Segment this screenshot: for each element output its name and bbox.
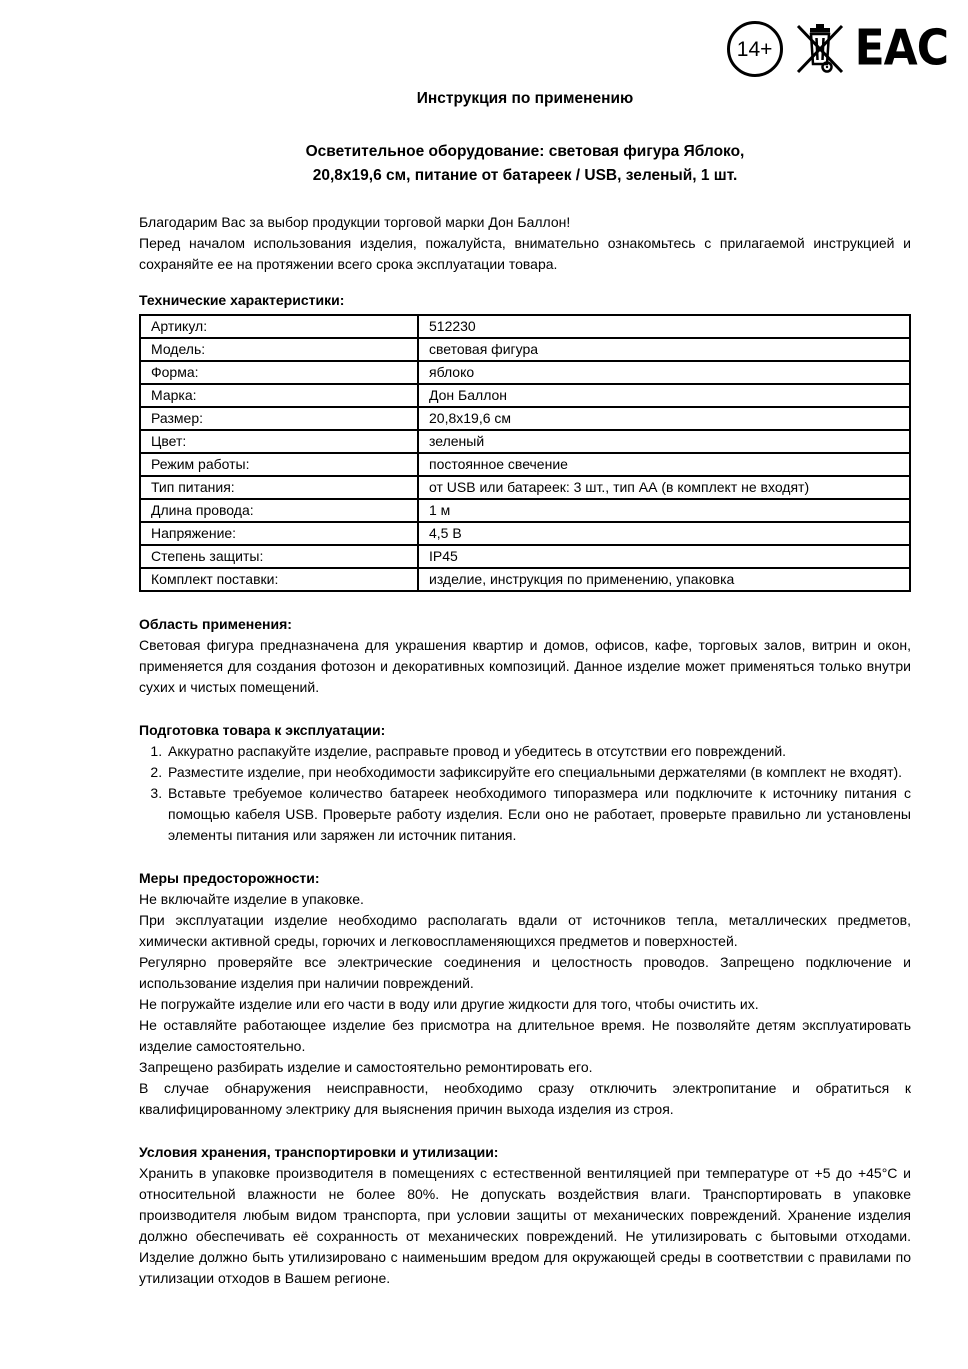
spec-value: яблоко: [418, 361, 910, 384]
precaution-paragraph: Регулярно проверяйте все электрические соединения и целостность проводов. Запрещено подключение и использование изделия при наличии повреждений.: [139, 954, 911, 991]
spec-label: Степень защиты:: [140, 545, 418, 568]
eac-conformity-mark: EAC: [854, 19, 948, 77]
age-restriction-label: 14+: [736, 37, 773, 61]
table-row: [140, 476, 910, 499]
application-heading: Область применения:: [139, 616, 292, 632]
spec-label: Форма:: [140, 361, 418, 384]
precaution-paragraph: Не включайте изделие в упаковке.: [139, 891, 364, 907]
spec-value: изделие, инструкция по применению, упаковка: [418, 568, 910, 591]
table-row: [140, 499, 910, 522]
storage-heading: Условия хранения, транспортировки и утилизации:: [139, 1144, 499, 1160]
table-row: [140, 522, 910, 545]
spec-label: Напряжение:: [140, 522, 418, 545]
table-row: [140, 407, 910, 430]
spec-label: Длина провода:: [140, 499, 418, 522]
spec-value: от USB или батареек: 3 шт., тип АА (в комплект не входят): [418, 476, 910, 499]
list-item: 3. Вставьте требуемое количество батареек необходимого типоразмера или подключите к источнику питания с помощью кабеля USB. Проверьте работу изделия. Если оно не работает, проверьте правильно ли установлены элементы питания или заряжен ли источник питания.: [166, 783, 911, 846]
spec-value: Дон Баллон: [418, 384, 910, 407]
spec-value: 4,5 В: [418, 522, 910, 545]
thanks-paragraph: Благодарим Вас за выбор продукции торговой марки Дон Баллон!: [139, 214, 571, 230]
spec-label: Режим работы:: [140, 453, 418, 476]
table-row: [140, 453, 910, 476]
spec-value: световая фигура: [418, 338, 910, 361]
product-title-line1: Осветительное оборудование: световая фигура Яблоко,: [305, 143, 745, 160]
table-row: [140, 430, 910, 453]
table-row: [140, 568, 910, 591]
precaution-paragraph: Не погружайте изделие или его части в воду или другие жидкости для того, чтобы очистить их.: [139, 996, 759, 1012]
spec-label: Артикул:: [140, 315, 418, 338]
spec-label: Цвет:: [140, 430, 418, 453]
precaution-paragraph: Запрещено разбирать изделие и самостоятельно ремонтировать его.: [139, 1059, 593, 1075]
table-row: [140, 338, 910, 361]
precautions-heading: Меры предосторожности:: [139, 870, 320, 886]
specs-table: [139, 314, 911, 592]
spec-label: Тип питания:: [140, 476, 418, 499]
spec-value: 512230: [418, 315, 910, 338]
list-item: 1. Аккуратно распакуйте изделие, расправьте провод и убедитесь в отсутствии его повреждений.: [166, 741, 911, 762]
page-title: Инструкция по применению: [416, 90, 634, 107]
product-title-line2: 20,8х19,6 см, питание от батареек / USB, зеленый, 1 шт.: [312, 167, 738, 184]
product-title: [139, 140, 911, 188]
spec-value: постоянное свечение: [418, 453, 910, 476]
spec-label: Комплект поставки:: [140, 568, 418, 591]
spec-value: 20,8х19,6 см: [418, 407, 910, 430]
spec-label: Марка:: [140, 384, 418, 407]
list-item: 2. Разместите изделие, при необходимости зафиксируйте его специальными держателями (в комплект не входят).: [166, 762, 911, 783]
preparation-list: [139, 741, 911, 846]
preparation-heading: Подготовка товара к эксплуатации:: [139, 722, 386, 738]
application-paragraph: Световая фигура предназначена для украшения квартир и домов, офисов, кафе, торговых залов, витрин и окон, применяется для создания фотозон и декоративных композиций. Данное изделие может применяться только внутри сухих и чистых помещений.: [139, 637, 911, 695]
table-row: [140, 545, 910, 568]
table-row: [140, 384, 910, 407]
storage-paragraph: Хранить в упаковке производителя в помещениях с естественной вентиляцией при температуре от +5 до +45°С и относительной влажности не более 80%. Не допускать воздействия влаги. Транспортировать в упаковке производителя любым видом транспорта, при условии защиты от механических повреждений. Хранение изделия должно обеспечивать её сохранность от механических повреждений. Не утилизировать с бытовыми отходами. Изделие должно быть утилизировано с наименьшим вредом для окружающей среды в соответствии с правилами по утилизации отходов в Вашем регионе.: [139, 1165, 911, 1286]
table-row: [140, 361, 910, 384]
usage-notice-paragraph: Перед началом использования изделия, пожалуйста, внимательно ознакомьтесь с прилагаемой инструкцией и сохраняйте ее на протяжении всего срока эксплуатации товара.: [139, 235, 911, 272]
precaution-paragraph: В случае обнаружения неисправности, необходимо сразу отключить электропитание и обратиться к квалифицированному электрику для выяснения причин выхода изделия из строя.: [139, 1080, 911, 1117]
spec-label: Размер:: [140, 407, 418, 430]
spec-value: IP45: [418, 545, 910, 568]
precaution-paragraph: При эксплуатации изделие необходимо располагать вдали от источников тепла, металлических предметов, химически активной среды, горючих и легковоспламеняющихся предметов и поверхностей.: [139, 912, 911, 949]
precaution-paragraph: Не оставляйте работающее изделие без присмотра на длительное время. Не позволяйте детям эксплуатировать изделие самостоятельно.: [139, 1017, 911, 1054]
table-row: [140, 315, 910, 338]
spec-value: зеленый: [418, 430, 910, 453]
spec-label: Модель:: [140, 338, 418, 361]
spec-value: 1 м: [418, 499, 910, 522]
document-content: [139, 0, 911, 1289]
specs-heading: Технические характеристики:: [139, 292, 345, 308]
